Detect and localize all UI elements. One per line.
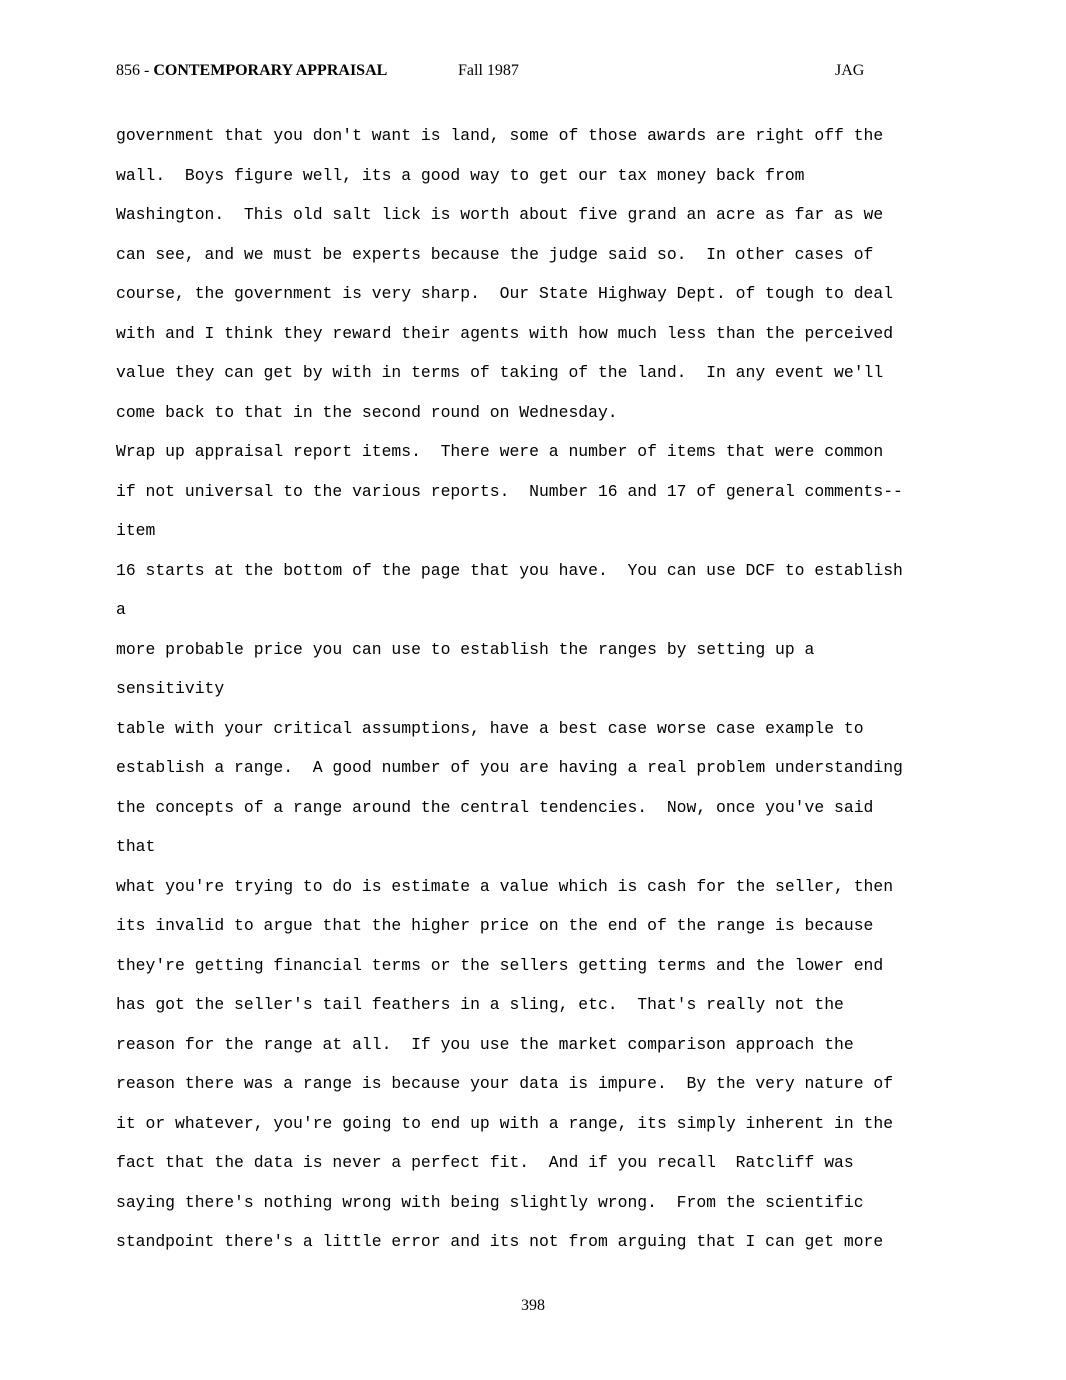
- text-line: wall. Boys figure well, its a good way to get our tax money back from: [116, 165, 805, 185]
- text-line: more probable price you can use to establish the ranges by setting up a: [116, 639, 815, 659]
- text-line: course, the government is very sharp. Our State Highway Dept. of tough to deal: [116, 284, 894, 303]
- text-line: saying there's nothing wrong with being slightly wrong. From the scientific: [116, 1192, 864, 1212]
- text-line: they're getting financial terms or the sellers getting terms and the lower end: [116, 955, 884, 975]
- text-line: a: [116, 600, 126, 619]
- transcript-body: [116, 124, 966, 1270]
- text-line: what you're trying to do is estimate a value which is cash for the seller, then: [116, 876, 894, 896]
- course-heading: [116, 62, 387, 80]
- text-line: establish a range. A good number of you are having a real problem understanding: [116, 758, 903, 777]
- page-header: [116, 62, 956, 84]
- course-title: CONTEMPORARY APPRAISAL: [153, 62, 388, 79]
- text-line: Wrap up appraisal report items. There were a number of items that were common: [116, 442, 884, 461]
- text-line: table with your critical assumptions, have a best case worse case example to: [116, 718, 864, 738]
- term: Fall 1987: [458, 62, 519, 79]
- text-line: can see, and we must be experts because the judge said so. In other cases of: [116, 244, 874, 264]
- text-line: standpoint there's a little error and its not from arguing that I can get more: [116, 1232, 884, 1251]
- text-line: if not universal to the various reports. Number 16 and 17 of general comments--: [116, 481, 903, 501]
- text-line: its invalid to argue that the higher price on the end of the range is because: [116, 916, 874, 935]
- text-line: that: [116, 837, 156, 856]
- text-line: sensitivity: [116, 679, 225, 698]
- text-line: reason for the range at all. If you use the market comparison approach the: [116, 1034, 854, 1054]
- course-number: 856 -: [116, 62, 154, 79]
- text-line: it or whatever, you're going to end up with a range, its simply inherent in the: [116, 1113, 894, 1133]
- text-line: the concepts of a range around the central tendencies. Now, once you've said: [116, 797, 874, 817]
- author-initials: JAG: [835, 62, 865, 79]
- text-line: item: [116, 521, 156, 540]
- text-line: has got the seller's tail feathers in a sling, etc. That's really not the: [116, 995, 844, 1014]
- text-line: fact that the data is never a perfect fit. And if you recall Ratcliff was: [116, 1153, 854, 1172]
- text-line: 16 starts at the bottom of the page that you have. You can use DCF to establish: [116, 560, 903, 580]
- text-line: value they can get by with in terms of taking of the land. In any event we'll: [116, 363, 884, 382]
- text-line: government that you don't want is land, some of those awards are right off the: [116, 126, 884, 145]
- page-number: 398: [521, 1297, 545, 1314]
- text-line: reason there was a range is because your data is impure. By the very nature of: [116, 1074, 894, 1093]
- text-line: come back to that in the second round on Wednesday.: [116, 402, 618, 422]
- text-line: Washington. This old salt lick is worth about five grand an acre as far as we: [116, 205, 884, 224]
- text-line: with and I think they reward their agents with how much less than the perceived: [116, 323, 894, 343]
